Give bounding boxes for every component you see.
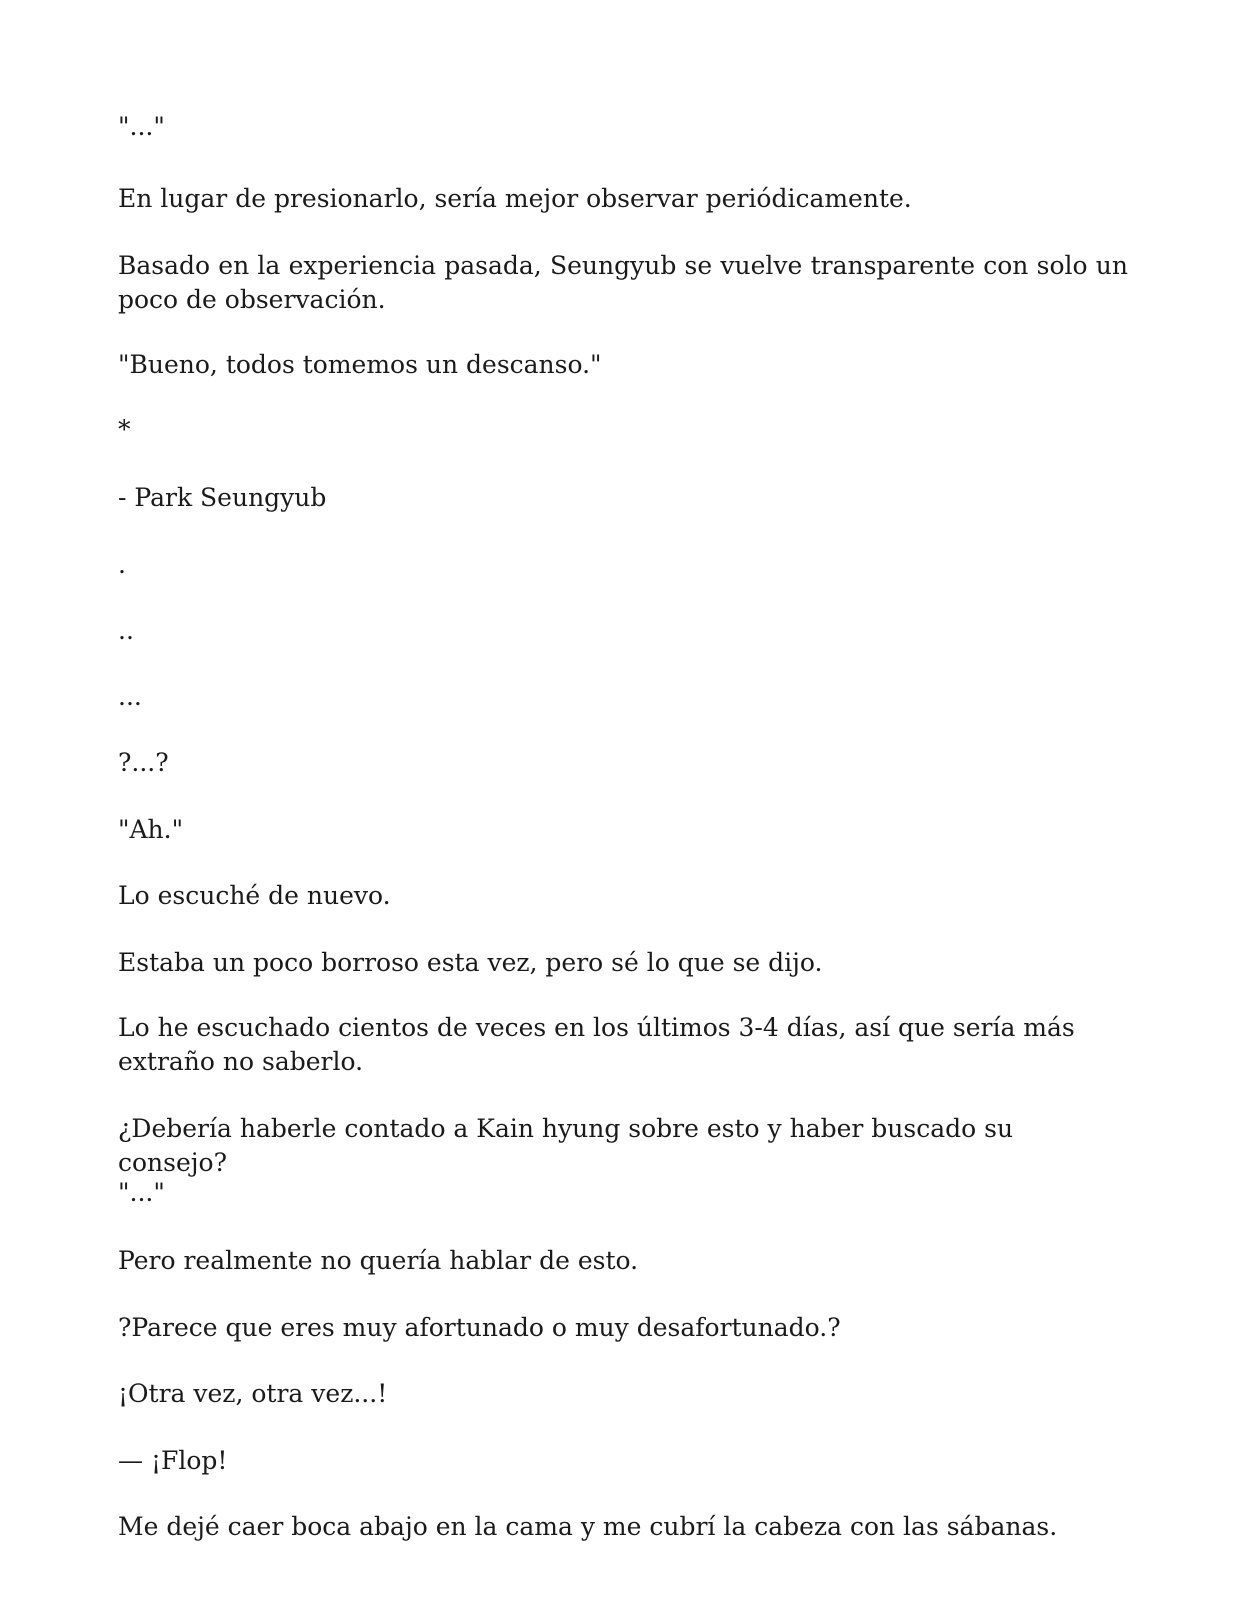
paragraph: "..." xyxy=(118,112,165,141)
paragraph: Lo escuché de nuevo. xyxy=(118,881,391,910)
paragraph: ?Parece que eres muy afortunado o muy desafortunado.? xyxy=(118,1313,841,1342)
paragraph: Pero realmente no quería hablar de esto. xyxy=(118,1246,639,1275)
paragraph: ... xyxy=(118,682,142,711)
paragraph: Me dejé caer boca abajo en la cama y me cubrí la cabeza con las sábanas. xyxy=(118,1512,1058,1541)
paragraph: Lo he escuchado cientos de veces en los últimos 3-4 días, así que sería más extraño no saberlo. xyxy=(118,1013,1075,1076)
paragraph: "Ah." xyxy=(118,815,184,844)
paragraph: - Park Seungyub xyxy=(118,483,327,512)
paragraph: ¡Otra vez, otra vez...! xyxy=(118,1379,388,1408)
paragraph: ?...? xyxy=(118,748,169,777)
paragraph: ¿Debería haberle contado a Kain hyung sobre esto y haber buscado su consejo? xyxy=(118,1114,1014,1177)
paragraph: "Bueno, todos tomemos un descanso." xyxy=(118,350,602,379)
paragraph: — ¡Flop! xyxy=(118,1446,228,1475)
paragraph: Basado en la experiencia pasada, Seungyub se vuelve transparente con solo un poco de observación. xyxy=(118,251,1128,314)
paragraph: . xyxy=(118,550,126,579)
paragraph: En lugar de presionarlo, sería mejor observar periódicamente. xyxy=(118,184,912,213)
paragraph: .. xyxy=(118,616,134,645)
paragraph: "..." xyxy=(118,1178,165,1207)
paragraph: * xyxy=(118,415,131,444)
paragraph: Estaba un poco borroso esta vez, pero sé lo que se dijo. xyxy=(118,948,823,977)
